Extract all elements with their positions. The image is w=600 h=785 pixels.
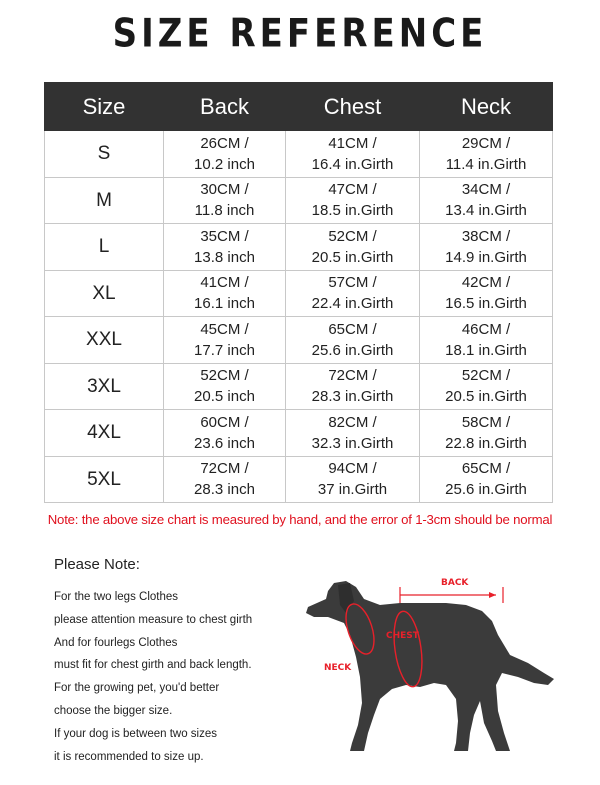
back-cell	[164, 456, 286, 503]
back-value-line: 26CM /	[200, 134, 249, 152]
note-line: please attention measure to chest girth	[54, 613, 253, 626]
neck-value-line: 13.4 in.Girth	[445, 202, 527, 220]
neck-cell	[420, 270, 553, 317]
back-value-line: 20.5 inch	[194, 388, 255, 406]
note-line: If your dog is between two sizes	[54, 727, 217, 740]
back-cell	[164, 317, 286, 364]
chest-value-line: 20.5 in.Girth	[311, 248, 394, 266]
chest-value-line: 25.6 in.Girth	[311, 341, 394, 359]
table-row	[45, 224, 553, 271]
neck-value-line: 58CM /	[461, 413, 511, 431]
header-neck: Neck	[420, 83, 553, 131]
back-value-line: 72CM /	[200, 460, 249, 478]
chest-value-line: 37 in.Girth	[317, 481, 388, 499]
table-row	[45, 270, 553, 317]
neck-value-line: 16.5 in.Girth	[445, 295, 527, 313]
chest-cell	[286, 270, 420, 317]
size-cell: 4XL	[45, 410, 164, 457]
note-line: must fit for chest girth and back length.	[54, 659, 252, 672]
table-row	[45, 410, 553, 457]
chest-value-line: 18.5 in.Girth	[311, 202, 394, 220]
neck-value-line: 18.1 in.Girth	[445, 341, 527, 359]
neck-value-line: 20.5 in.Girth	[445, 388, 527, 406]
chest-value-line: 41CM /	[328, 134, 377, 152]
label-chest: CHEST	[386, 631, 419, 641]
chest-value-line: 47CM /	[328, 181, 377, 199]
back-value-line: 28.3 inch	[194, 481, 255, 499]
chest-value-line: 16.4 in.Girth	[311, 155, 394, 173]
page-title: SIZE REFERENCE	[112, 11, 488, 57]
back-value-line: 11.8 inch	[194, 202, 255, 220]
neck-value-line: 34CM /	[461, 181, 511, 199]
back-value-line: 13.8 inch	[194, 248, 255, 266]
table-row	[45, 317, 553, 364]
header-chest: Chest	[286, 83, 420, 131]
size-cell: L	[45, 224, 164, 271]
neck-value-line: 22.8 in.Girth	[445, 434, 527, 452]
chest-value-line: 72CM /	[328, 367, 377, 385]
chest-cell	[286, 363, 420, 410]
back-value-line: 16.1 inch	[194, 295, 255, 313]
neck-cell	[420, 317, 553, 364]
back-value-line: 17.7 inch	[194, 341, 255, 359]
size-table	[44, 82, 553, 503]
note-line: For the growing pet, you'd better	[54, 682, 220, 695]
note-line: For the two legs Clothes	[54, 591, 179, 603]
neck-value-line: 65CM /	[461, 460, 511, 478]
back-value-line: 45CM /	[200, 320, 249, 338]
neck-value-line: 29CM /	[461, 134, 511, 152]
size-cell: 5XL	[45, 456, 164, 503]
back-value-line: 30CM /	[200, 181, 249, 199]
back-cell	[164, 224, 286, 271]
chest-value-line: 57CM /	[328, 274, 377, 292]
back-value-line: 41CM /	[200, 274, 249, 292]
back-value-line: 35CM /	[200, 227, 249, 245]
table-row	[45, 131, 553, 178]
please-note-heading: Please Note:	[54, 556, 140, 573]
label-back: BACK	[441, 578, 469, 588]
chest-cell	[286, 456, 420, 503]
note-line: it is recommended to size up.	[54, 750, 204, 763]
chest-value-line: 28.3 in.Girth	[311, 388, 394, 406]
chest-cell	[286, 131, 420, 178]
back-cell	[164, 410, 286, 457]
please-note-list	[54, 586, 252, 768]
note-line: choose the bigger size.	[54, 704, 173, 717]
back-cell	[164, 270, 286, 317]
chest-value-line: 32.3 in.Girth	[311, 434, 394, 452]
chest-value-line: 65CM /	[328, 320, 377, 338]
neck-cell	[420, 456, 553, 503]
table-row	[45, 363, 553, 410]
chest-cell	[286, 317, 420, 364]
back-arrow-right	[489, 592, 496, 598]
neck-value-line: 38CM /	[461, 227, 511, 245]
neck-cell	[420, 363, 553, 410]
neck-value-line: 42CM /	[461, 274, 511, 292]
back-value-line: 60CM /	[200, 413, 249, 431]
header-size: Size	[45, 83, 164, 131]
back-cell	[164, 131, 286, 178]
table-row	[45, 456, 553, 503]
note-line: And for fourlegs Clothes	[54, 636, 178, 649]
chest-cell	[286, 177, 420, 224]
neck-value-line: 11.4 in.Girth	[445, 155, 527, 173]
header-back: Back	[164, 83, 286, 131]
back-value-line: 10.2 inch	[194, 155, 255, 173]
dog-silhouette-icon	[296, 565, 566, 760]
neck-value-line: 25.6 in.Girth	[445, 481, 527, 499]
measure-note: Note: the above size chart is measured by hand, and the error of 1-3cm should be normal	[47, 512, 553, 527]
label-neck: NECK	[324, 663, 352, 673]
size-cell: XL	[45, 270, 164, 317]
neck-cell	[420, 410, 553, 457]
dog-diagram	[296, 565, 566, 760]
table-body	[45, 131, 553, 503]
chest-value-line: 52CM /	[328, 227, 377, 245]
table-row	[45, 177, 553, 224]
neck-value-line: 14.9 in.Girth	[445, 248, 527, 266]
size-cell: 3XL	[45, 363, 164, 410]
chest-value-line: 22.4 in.Girth	[311, 295, 394, 313]
size-cell: S	[45, 131, 164, 178]
table-header-row	[45, 83, 553, 131]
size-cell: M	[45, 177, 164, 224]
chest-value-line: 94CM /	[328, 460, 377, 478]
back-value-line: 23.6 inch	[194, 434, 255, 452]
neck-cell	[420, 177, 553, 224]
neck-value-line: 52CM /	[461, 367, 511, 385]
back-cell	[164, 177, 286, 224]
neck-value-line: 46CM /	[461, 320, 511, 338]
chest-cell	[286, 224, 420, 271]
size-cell: XXL	[45, 317, 164, 364]
chest-cell	[286, 410, 420, 457]
neck-cell	[420, 224, 553, 271]
neck-cell	[420, 131, 553, 178]
back-value-line: 52CM /	[200, 367, 249, 385]
back-cell	[164, 363, 286, 410]
chest-value-line: 82CM /	[328, 413, 377, 431]
